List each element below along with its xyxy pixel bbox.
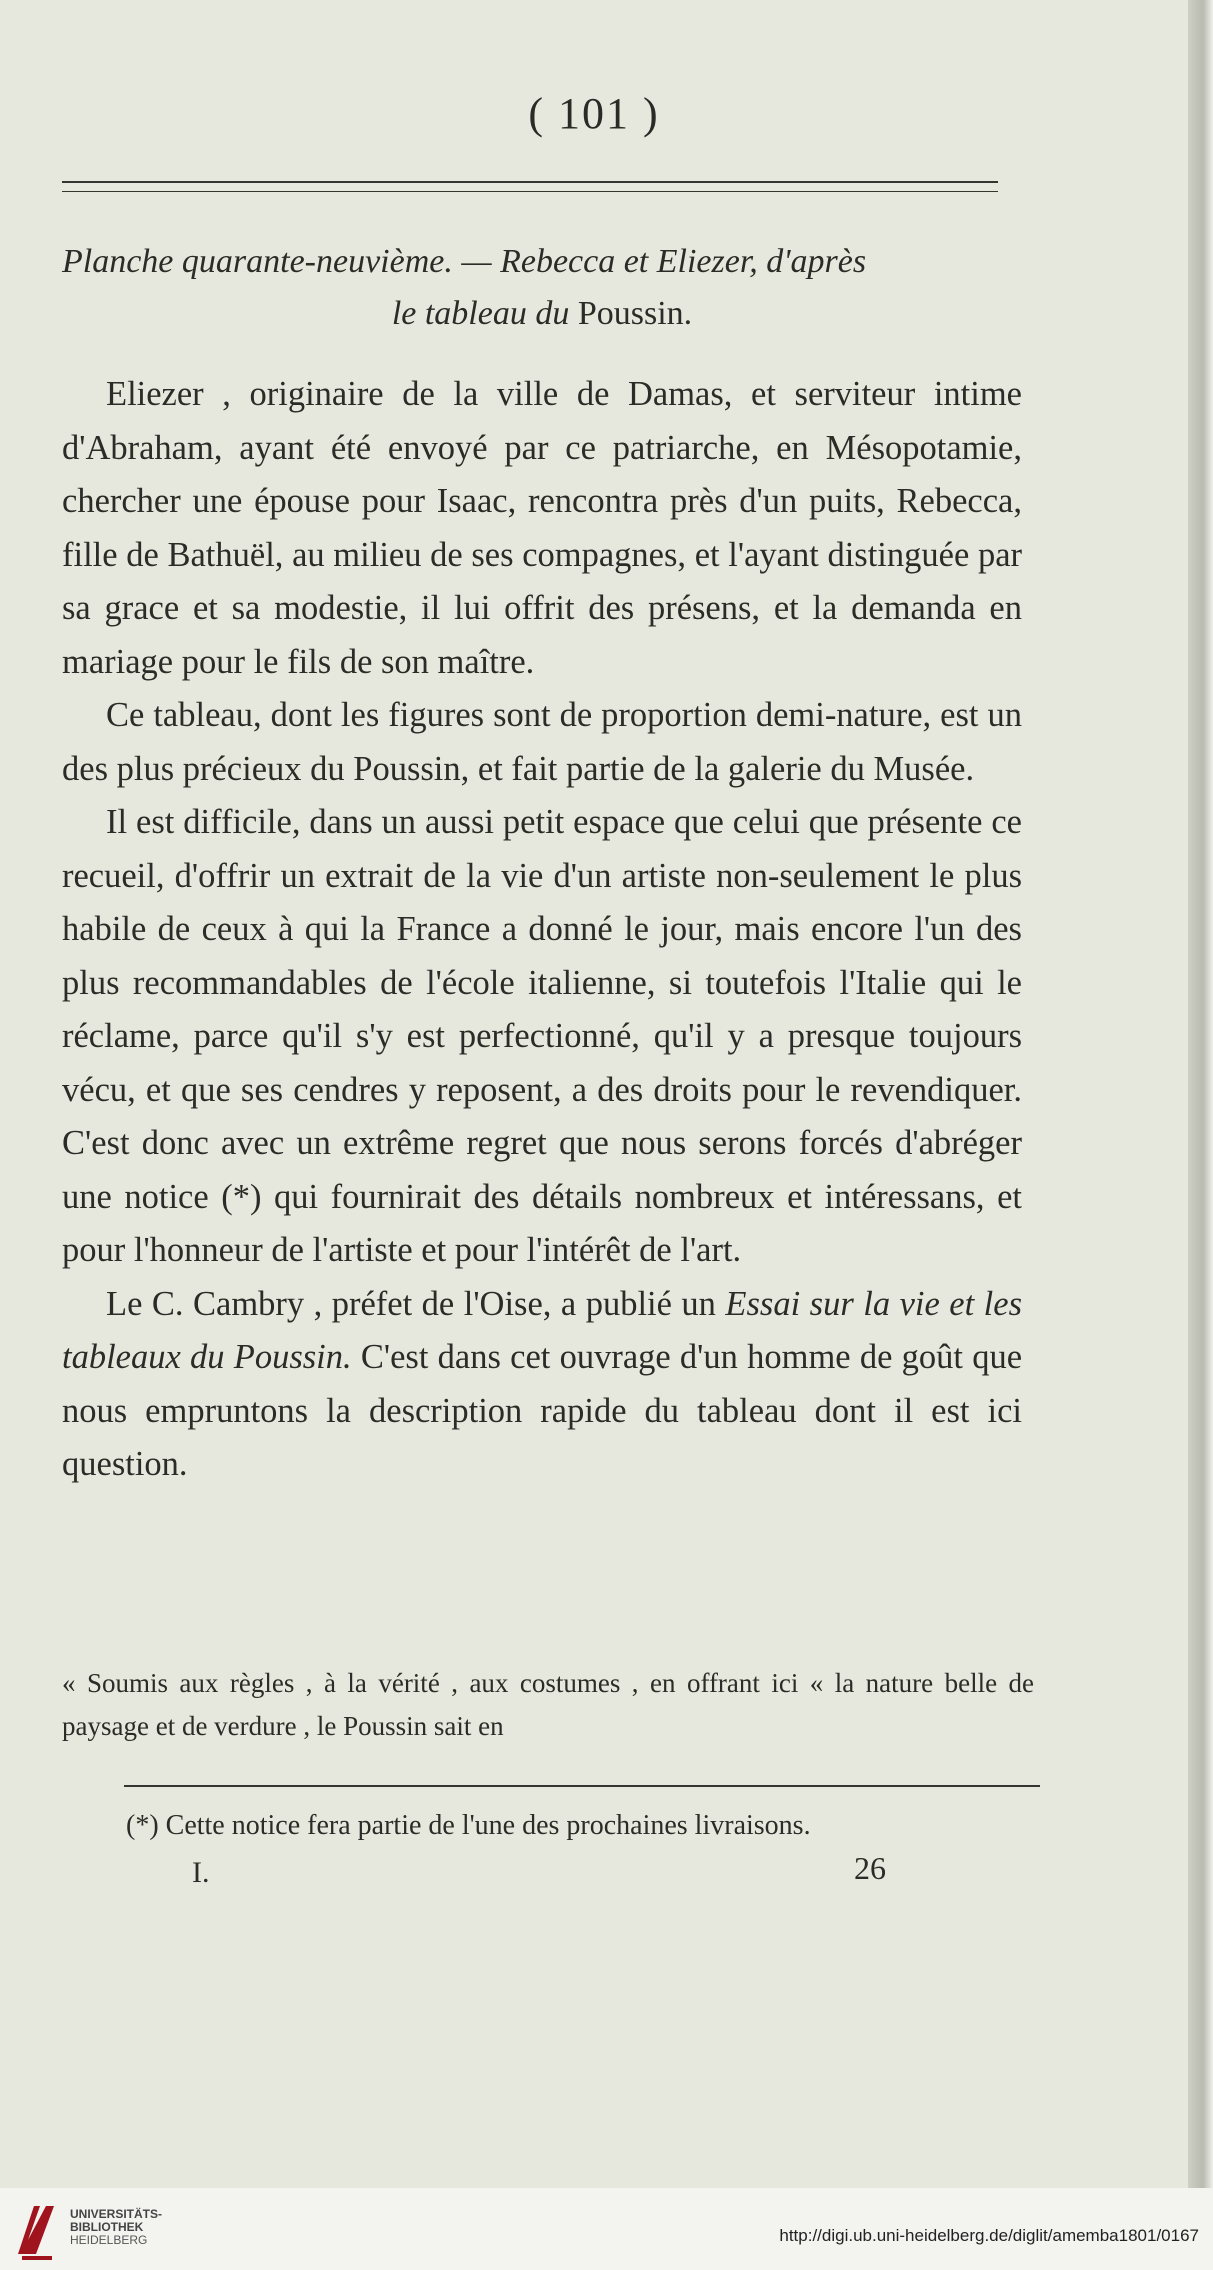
paragraph-4-before: Le C. Cambry , préfet de l'Oise, a publié un <box>106 1284 716 1323</box>
footnote-rule <box>124 1785 1040 1787</box>
sheet-number: 26 <box>854 1850 886 1886</box>
header-rule-bottom <box>62 191 998 192</box>
section-heading <box>62 236 1022 340</box>
heading-line-1: Planche quarante-neuvième. — Rebecca et Eliezer, d'après <box>62 243 867 280</box>
page-number: ( 101 ) <box>528 89 660 138</box>
source-url-link[interactable]: http://digi.ub.uni-heidelberg.de/diglit/amemba1801/0167 <box>779 2226 1199 2245</box>
paragraph-1: Eliezer , originaire de la ville de Damas, et serviteur intime d'Abraham, ayant été envoyé par ce patriarche, en Mésopotamie, chercher une épouse pour Isaac, rencontra près d'un puits, Rebecca, fille de Bathuël, au milieu de ses compagnes, et l'ayant distinguée par sa grace et sa modestie, il lui offrit des présens, et la demanda en mariage pour le fils de son maître. <box>62 375 1022 681</box>
paragraph-4-book-title: Essai sur la vie et les tableaux du Poussin. <box>62 1284 1023 1376</box>
footnote: (*) Cette notice fera partie de l'une des prochaines livraisons. <box>126 1810 811 1841</box>
library-name <box>70 2208 200 2247</box>
paragraph-2: Ce tableau, dont les figures sont de proportion demi-nature, est un des plus précieux du Poussin, et fait partie de la galerie du Musée. <box>62 696 1022 788</box>
paragraph-4 <box>62 1278 1022 1492</box>
library-name-line-3: HEIDELBERG <box>70 2233 148 2247</box>
heading-line-2 <box>62 288 1022 340</box>
body-text <box>62 368 1022 1492</box>
page-edge-shadow <box>1188 0 1213 2188</box>
library-name-line-1: UNIVERSITÄTS- <box>70 2207 163 2221</box>
quotation: « Soumis aux règles , à la vérité , aux costumes , en offrant ici « la nature belle de paysage et de verdure , le Poussin sait en <box>62 1668 1034 1741</box>
library-logo-icon <box>12 2196 62 2262</box>
signature-mark: I. <box>192 1856 210 1889</box>
library-name-line-2: BIBLIOTHEK <box>70 2220 144 2234</box>
paragraph-4-after: C'est dans cet ouvrage d'un homme de goût que nous empruntons la description rapide du tableau dont il est ici question. <box>62 1338 1023 1483</box>
paragraph-3: Il est difficile, dans un aussi petit espace que celui que présente ce recueil, d'offrir un extrait de la vie d'un artiste non-seulement le plus habile de ceux à qui la France a donné le jour, mais encore l'un des plus recommandables de l'école italienne, si toutefois l'Italie qui le réclame, parce qu'il s'y est perfectionné, qu'il y a presque toujours vécu, et que ses cendres y reposent, a des droits pour le revendiquer. C'est donc avec un extrême regret que nous serons forcés d'abréger une notice (*) qui fournirait des détails nombreux et intéressans, et pour l'honneur de l'artiste et pour l'intérêt de l'art. <box>62 803 1022 1269</box>
heading-line-2-roman: Poussin. <box>577 295 693 332</box>
heading-line-2-italic: le tableau du <box>391 295 570 332</box>
header-rule-top <box>62 181 998 183</box>
